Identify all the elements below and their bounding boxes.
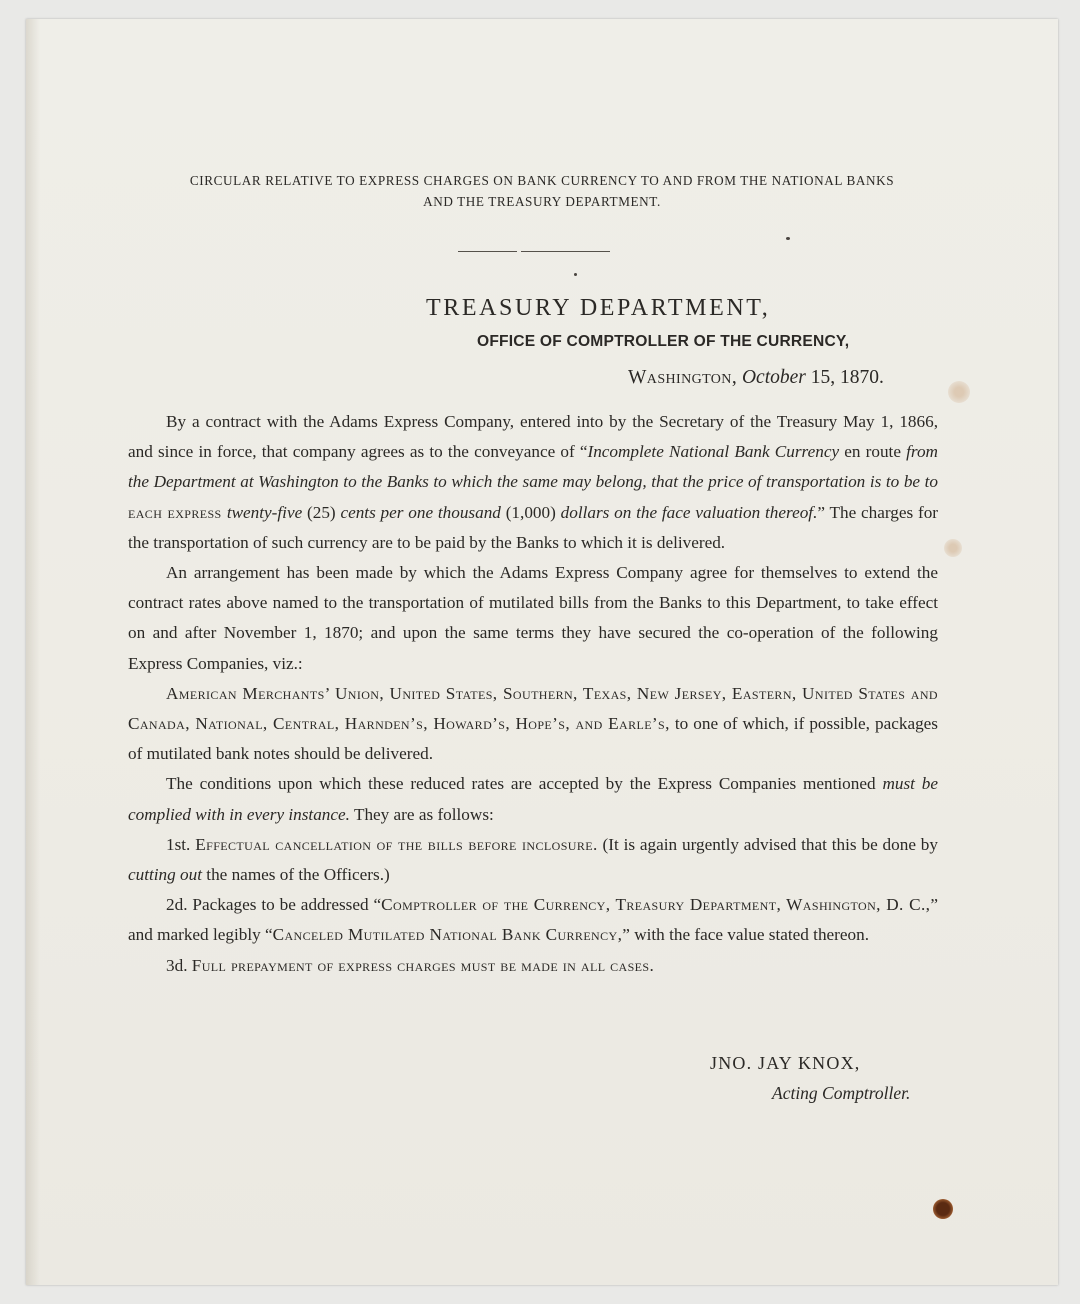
- circular-heading-line1: CIRCULAR RELATIVE TO EXPRESS CHARGES ON BANK CURRENCY TO AND FROM THE NATIONAL BANKS: [189, 173, 895, 188]
- paragraph-companies: American Merchants’ Union, United States, Southern, Texas, New Jersey, Eastern, United States and Canada, National, Central, Harnden’s, Howard’s, Hope’s, and Earle’s, to one of which, if possible, packages of mutilated bank notes should be delivered.: [128, 683, 938, 764]
- foxing-spot: [948, 381, 970, 403]
- speck: [574, 273, 577, 276]
- express-companies-list: American Merchants’ Union, United States, Southern, Texas, New Jersey, Eastern, United States and Canada, National, Central, Harnden’s, Howard’s, Hope’s, and Earle’s,: [128, 683, 938, 734]
- condition-3: 3d. Full prepayment of express charges must be made in all cases.: [166, 955, 655, 975]
- circular-heading-line2: AND THE TREASURY DEPARTMENT.: [423, 194, 661, 209]
- condition-1: 1st. Effectual cancellation of the bills before inclosure. (It is again urgently advised that this be done by cutting out the names of the Officers.): [128, 834, 938, 885]
- divider-rule: [458, 251, 610, 252]
- dateline: [628, 367, 884, 389]
- ink-stain: [933, 1199, 953, 1219]
- paragraph-conditions: The conditions upon which these reduced rates are accepted by the Express Companies mentioned must be complied with in every instance. They are as follows:: [128, 774, 939, 824]
- document-page: [26, 19, 1058, 1285]
- office-title: OFFICE OF COMPTROLLER OF THE CURRENCY,: [477, 333, 850, 350]
- department-title: TREASURY DEPARTMENT,: [426, 295, 771, 321]
- dateline-month: October: [741, 367, 806, 388]
- circular-body: [128, 407, 938, 981]
- dateline-day-year: 15, 1870.: [810, 367, 884, 388]
- dateline-place: Washington,: [628, 367, 738, 388]
- signature-name: JNO. JAY KNOX,: [710, 1053, 861, 1073]
- circular-heading: [26, 170, 1058, 212]
- foxing-spot: [944, 539, 962, 557]
- signature-title: Acting Comptroller.: [772, 1083, 911, 1103]
- paragraph-contract: By a contract with the Adams Express Company, entered into by the Secretary of the Treasury May 1, 1866, and since in force, that company agrees as to the conveyance of “Incomplete National Bank Currency en route from the Department at Washington to the Banks to which the same may belong, that the price of transportation is to be to each express twenty-five (25) cents per one thousand (1,000) dollars on the face valuation thereof.” The charges for the transportation of such currency are to be paid by the Banks to which it is delivered.: [128, 412, 939, 552]
- paragraph-arrangement: An arrangement has been made by which the Adams Express Company agree for themselves to extend the contract rates above named to the transportation of mutilated bills from the Banks to this Department, to take effect on and after November 1, 1870; and upon the same terms they have secured the co-operation of the following Express Companies, viz.:: [128, 563, 938, 673]
- condition-2: 2d. Packages to be addressed “Comptroller of the Currency, Treasury Department, Washington, D. C.,” and marked legibly “Canceled Mutilated National Bank Currency,” with the face value stated thereon.: [128, 895, 938, 945]
- speck: [786, 237, 790, 240]
